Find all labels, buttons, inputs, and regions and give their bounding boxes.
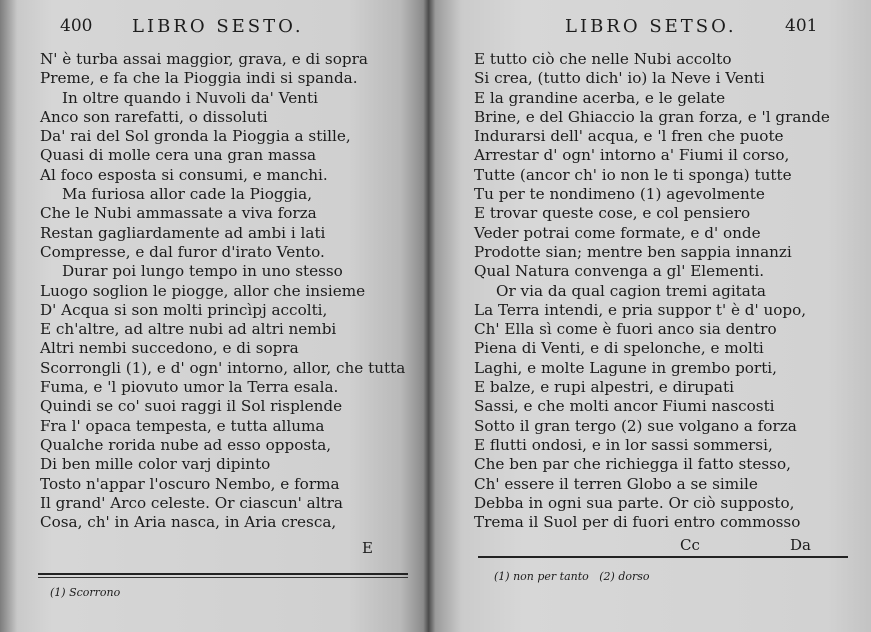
verse-line: Laghi, e molte Lagune in grembo porti, [474,358,777,377]
verse-line: Prodotte sian; mentre ben sappia innanzi [474,242,792,261]
footnote: (1) Scorrono [50,586,121,599]
verse-line: Brine, e del Ghiaccio la gran forza, e 'l grande [474,107,830,126]
verse-line: Sassi, e che molti ancor Fiumi nascosti [474,397,775,416]
verse-line: Restan gagliardamente ad ambi i lati [40,223,326,242]
verse-line: La Terra intendi, e pria suppor t' è d' uopo, [474,300,807,319]
verse-line: Che le Nubi ammassate a viva forza [40,204,317,223]
verse-line: E balze, e rupi alpestri, e dirupati [474,378,734,397]
verse-line: Debba in ogni sua parte. Or ciò supposto, [474,493,795,512]
verse-line: Compresse, e dal furor d'irato Vento. [40,242,325,261]
verse-line: Qualche rorida nube ad esso opposta, [40,435,332,454]
verse-line: Cosa, ch' in Aria nasca, in Aria cresca, [40,513,337,532]
verse-line: Qual Natura convenga a gl' Elementi. [474,262,765,281]
verse-line: Quindi se co' suoi raggi il Sol risplende [40,397,343,416]
left-page [0,0,425,632]
verse-line: Sotto il gran tergo (2) sue volgano a forza [474,416,797,435]
verse-line: E tutto ciò che nelle Nubi accolto [474,50,732,68]
verse-line: Anco son rarefatti, o dissoluti [40,107,268,126]
footnote-rule-thin [38,577,408,578]
verse-line: Or via da qual cagion tremi agitata [496,281,766,300]
catchword: Da [790,536,811,554]
running-head: LIBRO SESTO. [132,16,304,37]
signature-mark: Cc [680,536,700,554]
verse-line: Fra l' opaca tempesta, e tutta alluma [40,416,325,435]
verse-line: Fuma, e 'l piovuto umor la Terra esala. [40,378,339,397]
verse-line: Tutte (ancor ch' io non le ti sponga) tutte [474,165,792,184]
page-number: 401 [785,16,818,36]
verse-line: Veder potrai come formate, e d' onde [474,223,761,242]
verse-line: Di ben mille color varj dipinto [40,455,271,474]
verse-line: E flutti ondosi, e in lor sassi sommersi, [474,435,773,454]
verse-line: Al foco esposta si consumi, e manchi. [40,165,328,184]
verse-line: E la grandine acerba, e le gelate [474,88,726,107]
verse-line: Che ben par che richiegga il fatto stesso, [474,455,791,474]
verse-line: Arrestar d' ogn' intorno a' Fiumi il corso, [474,146,790,165]
verse-line: Ma furiosa allor cade la Pioggia, [62,185,313,204]
verse-line: Tosto n'appar l'oscuro Nembo, e forma [40,474,340,493]
verse-line: Luogo soglion le piogge, allor che insieme [40,281,366,300]
verse-line: Da' rai del Sol gronda la Pioggia a stille, [40,127,351,146]
verse-line: Preme, e fa che la Pioggia indi si spanda. [40,69,358,88]
verse-lines [40,50,405,532]
verse-line: Quasi di molle cera una gran massa [40,146,317,165]
verse-line: Si crea, (tutto dich' io) la Neve i Venti [474,69,765,88]
verse-line: D' Acqua si son molti princìpj accolti, [40,300,328,319]
verse-line: Scorrongli (1), e d' ogn' intorno, allor, che tutta [40,358,406,377]
page-number: 400 [60,16,93,36]
verse-line: Il grand' Arco celeste. Or ciascun' altra [40,493,343,512]
verse-line: N' è turba assai maggior, grava, e di sopra [40,50,368,68]
verse-line: Indurarsi dell' acqua, e 'l fren che puote [474,127,784,146]
verse-line: Tu per te nondimeno (1) agevolmente [474,185,765,204]
verse-line: In oltre quando i Nuvoli da' Venti [62,88,318,107]
verse-line: Altri nembi succedono, e di sopra [40,339,299,358]
verse-line: Ch' Ella sì come è fuori anco sia dentro [474,320,777,339]
verse-line: E trovar queste cose, e col pensiero [474,204,751,223]
verse-line: Piena di Venti, e di spelonche, e molti [474,339,764,358]
verse-line: Durar poi lungo tempo in uno stesso [62,262,343,281]
verse-line: Trema il Suol per di fuori entro commosso [474,513,801,532]
verse-lines [474,50,830,532]
catchword: E [362,539,373,557]
right-page [432,0,871,632]
verse-line: Ch' essere il terren Globo a se simile [474,474,758,493]
footnote-rule [38,573,408,575]
footnote-rule [478,556,848,558]
verse-line: E ch'altre, ad altre nubi ad altri nembi [40,320,337,339]
footnote: (1) non per tanto (2) dorso [494,570,650,583]
running-head: LIBRO SETSO. [565,16,737,37]
